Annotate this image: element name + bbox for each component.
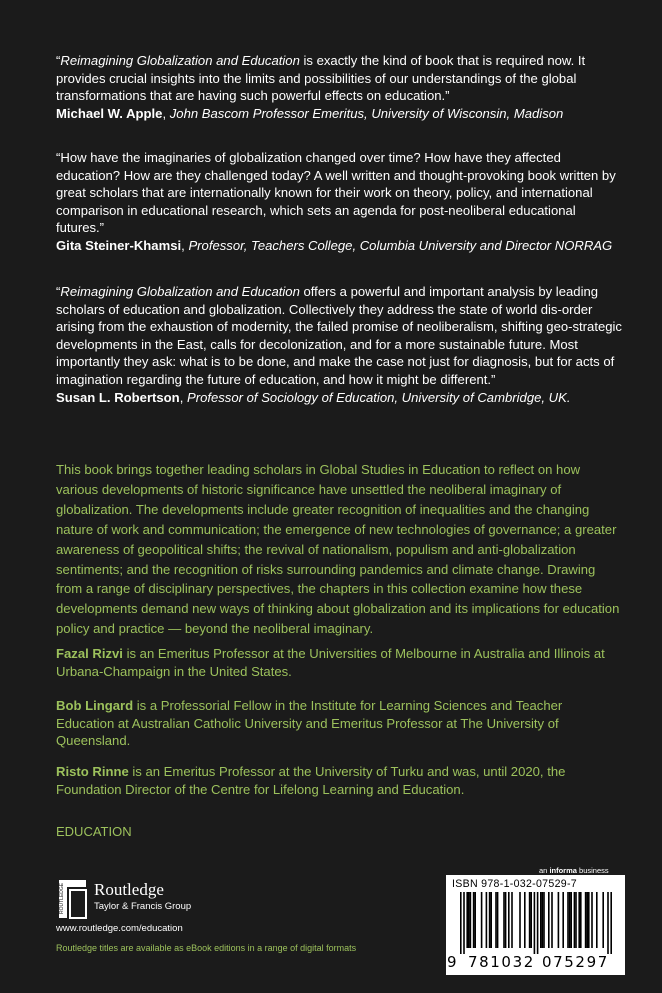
barcode-left-digits: 781032 — [468, 953, 535, 971]
barcode-bar — [551, 892, 553, 948]
review-quote-1 — [56, 52, 624, 122]
quote-1-attribution: Michael W. Apple, John Bascom Professor Emeritus, University of Wisconsin, Madison — [56, 105, 564, 121]
quote-3-text: “Reimagining Globalization and Education offers a powerful and important analysis by leading scholars of education and globalization. Collectively they address the state of world dis-order arising from the exhaustion of modernity, the failed promise of neoliberalism, shifting geo-strategic developments in the East, calls for decolonization, and for a more sustainable future. Most importantly they ask: what is to be done, and make the case not just for diagnosis, but for acts of imagination regarding the future of education, and how it might be different.” — [56, 284, 622, 387]
barcode-bar — [540, 892, 542, 948]
barcode-bar — [511, 892, 513, 948]
quote-1-role: John Bascom Professor Emeritus, University of Wisconsin, Madison — [169, 105, 564, 121]
routledge-emblem-icon — [56, 878, 90, 920]
barcode-bar — [529, 892, 531, 948]
publisher-website-link[interactable]: www.routledge.com/education — [56, 923, 183, 934]
barcode-bar — [610, 892, 612, 954]
barcode-bar — [505, 892, 507, 948]
review-quote-3 — [56, 283, 624, 406]
barcode-bar — [569, 892, 571, 948]
blurb-text: This book brings together leading scholars in Global Studies in Education to reflect on how various developments of historic significance have unsettled the neoliberal imaginary of globalization. The developments include greater recognition of inequalities and the changing nature of work and communication; the emergence of new technologies of governance; a greater awareness of geopolitical shifts; the revival of nationalism, populism and anti-globalization sentiments; and the recognition of risks surrounding pandemics and climate change. Drawing from a range of disciplinary perspectives, the chapters in this collection examine how these developments demand new ways of thinking about globalization and its implications for education policy and practice — beyond the neoliberal imaginary. — [56, 462, 620, 637]
barcode-bar — [468, 892, 470, 948]
barcode-lead-digit: 9 — [447, 953, 457, 971]
barcode-bar — [481, 892, 483, 948]
barcode-bar — [470, 892, 472, 948]
barcode-bar — [503, 892, 505, 948]
quote-3-attribution: Susan L. Robertson, Professor of Sociology of Education, University of Cambridge, UK. — [56, 389, 571, 405]
barcode-bar — [473, 892, 475, 948]
quote-2-author: Gita Steiner-Khamsi — [56, 237, 182, 253]
bio-1-text: is an Emeritus Professor at the Universities of Melbourne in Australia and Illinois at Urbana-Champaign in the United States. — [56, 646, 605, 679]
quote-2-attribution: Gita Steiner-Khamsi, Professor, Teachers College, Columbia University and Director NORRAG — [56, 237, 613, 253]
barcode-bar — [490, 892, 492, 948]
barcode-bar — [519, 892, 521, 948]
barcode-bar — [558, 892, 560, 948]
barcode-bar — [575, 892, 577, 948]
ebook-note: Routledge titles are available as eBook editions in a range of digital formats — [56, 943, 357, 953]
barcode-bar — [567, 892, 569, 948]
barcode-bar — [463, 892, 465, 954]
barcode-bars — [456, 892, 616, 954]
barcode-bar — [574, 892, 576, 948]
barcode-bar — [486, 892, 488, 948]
quote-3-book-title: Reimagining Globalization and Education — [60, 284, 300, 299]
barcode-bar — [542, 892, 544, 948]
barcode-bar — [489, 892, 491, 948]
barcode-bar — [460, 892, 462, 954]
barcode-bar — [570, 892, 572, 948]
bio-3-name: Risto Rinne — [56, 764, 129, 779]
barcode-bar — [548, 892, 550, 948]
quote-1-text: “Reimagining Globalization and Education is exactly the kind of book that is required now. It provides crucial insights into the limits and possibilities of our understandings of the global transformations that are having such powerful effects on education.” — [56, 53, 586, 104]
barcode-bar — [591, 892, 593, 948]
barcode-bar — [596, 892, 598, 948]
barcode-bar — [607, 892, 609, 954]
bio-3-text: is an Emeritus Professor at the University of Turku and was, until 2020, the Foundation Director of the Centre for Lifelong Learning and Education. — [56, 764, 566, 797]
bio-2-name: Bob Lingard — [56, 698, 134, 713]
isbn-barcode — [446, 875, 625, 975]
barcode-bar — [495, 892, 497, 948]
barcode-right-digits: 075297 — [542, 953, 609, 971]
barcode-bar — [586, 892, 588, 948]
bio-1-name: Fazal Rizvi — [56, 646, 123, 661]
book-description — [56, 460, 624, 639]
routledge-logo — [56, 878, 236, 918]
barcode-bar — [508, 892, 510, 948]
barcode-bar — [466, 892, 468, 948]
barcode-bar — [474, 892, 476, 948]
isbn-label: ISBN 978-1-032-07529-7 — [452, 878, 577, 890]
barcode-bar — [585, 892, 587, 948]
barcode-bar — [524, 892, 526, 948]
barcode-bar — [602, 892, 604, 948]
publisher-name: Routledge — [94, 880, 164, 899]
barcode-bar — [497, 892, 499, 948]
barcode-bar — [578, 892, 580, 948]
informa-business-label: an informa business — [539, 866, 609, 875]
barcode-bar — [537, 892, 539, 954]
barcode-bar — [543, 892, 545, 948]
barcode-bar — [530, 892, 532, 948]
routledge-vertical-mark: ROUTLEDGE — [59, 882, 65, 914]
quote-1-author: Michael W. Apple — [56, 105, 163, 121]
quote-3-role: Professor of Sociology of Education, University of Cambridge, UK. — [186, 389, 571, 405]
subject-category: EDUCATION — [56, 824, 132, 839]
editor-bio-2 — [56, 697, 624, 750]
quote-1-book-title: Reimagining Globalization and Education — [60, 53, 300, 68]
editor-bio-1 — [56, 645, 624, 680]
barcode-bar — [562, 892, 564, 948]
quote-2-role: Professor, Teachers College, Columbia University and Director NORRAG — [188, 237, 613, 253]
quote-2-text: “How have the imaginaries of globalization changed over time? How have they affected education? How are they challenged today? A well written and thought-provoking book written by great scholars that are internationally known for their work on theory, policy, and international comparison in educational research, which sets an agenda for post-neoliberal educational futures.” — [56, 150, 616, 236]
review-quote-2 — [56, 149, 624, 255]
quote-3-author: Susan L. Robertson — [56, 389, 180, 405]
publisher-group: Taylor & Francis Group — [94, 901, 192, 912]
informa-brand: informa — [549, 866, 577, 875]
bio-2-text: is a Professorial Fellow in the Institute for Learning Sciences and Teacher Education at Australian Catholic University and Emeritus Professor at The University of Queensland. — [56, 698, 563, 749]
editor-bio-3 — [56, 763, 624, 798]
barcode-bar — [534, 892, 536, 954]
barcode-bar — [580, 892, 582, 948]
barcode-bar — [588, 892, 590, 948]
